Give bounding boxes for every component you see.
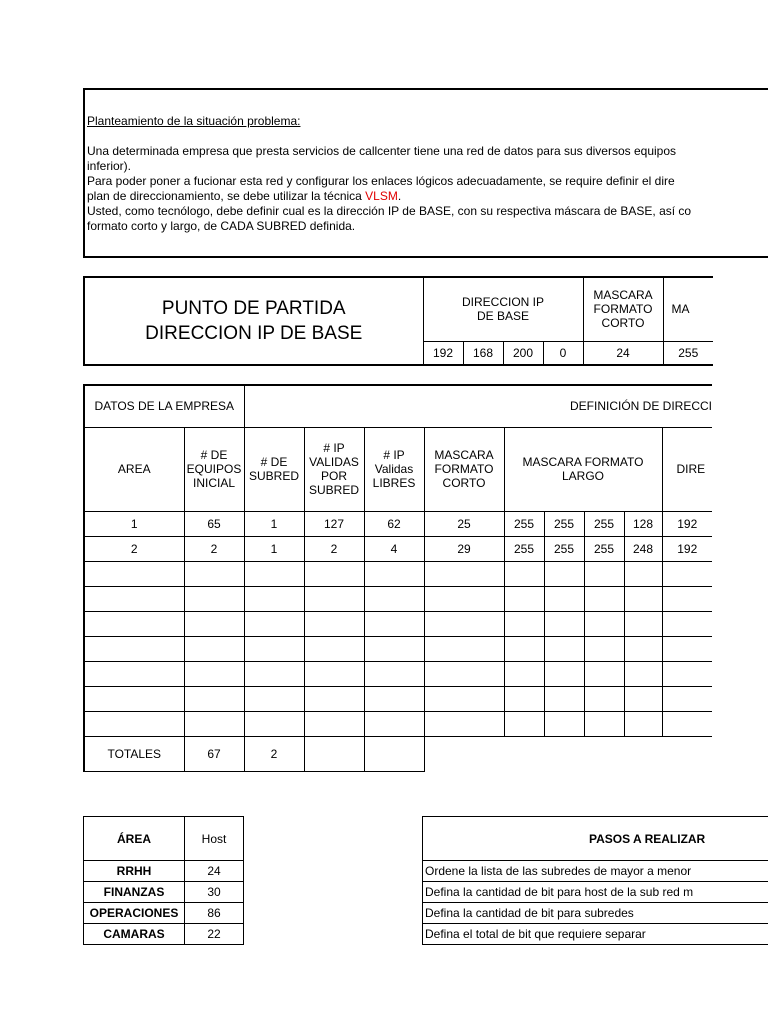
header-line: LIBRES (372, 476, 416, 490)
table-cell: 62 (364, 511, 424, 536)
header-line: DE BASE (476, 309, 530, 324)
table-cell (662, 561, 712, 586)
vlsm-highlight: VLSM (365, 189, 398, 203)
header-line: # DE (200, 448, 228, 462)
header-line: # IP (323, 441, 345, 455)
table-cell: 4 (364, 536, 424, 561)
col-subred (244, 427, 304, 511)
table-cell (662, 586, 712, 611)
table-cell (184, 686, 244, 711)
table-cell (184, 661, 244, 686)
table-cell (424, 611, 504, 636)
empty-cell (424, 736, 504, 771)
table-cell: 127 (304, 511, 364, 536)
pasos-header: PASOS A REALIZAR (423, 817, 768, 861)
table-cell (624, 661, 662, 686)
table-cell (544, 661, 584, 686)
table-cell (424, 561, 504, 586)
area-host: 86 (185, 903, 244, 924)
datos-empresa-header: DATOS DE LA EMPRESA (84, 385, 244, 427)
table-cell (424, 586, 504, 611)
table-row (84, 586, 712, 611)
empty-cell (584, 736, 624, 771)
table-cell: 255 (584, 511, 624, 536)
table-cell (424, 711, 504, 736)
problem-title: Planteamiento de la situación problema: (87, 114, 301, 128)
table-cell (504, 686, 544, 711)
list-item (423, 861, 768, 882)
header-line: LARGO (561, 469, 604, 483)
table-cell (624, 561, 662, 586)
table-row (84, 882, 244, 903)
table-row (84, 636, 712, 661)
area-name: OPERACIONES (84, 903, 185, 924)
table-cell (624, 711, 662, 736)
table-cell: 29 (424, 536, 504, 561)
mask-long-header: MA (663, 277, 713, 341)
header-line: SUBRED (308, 483, 359, 497)
table-row (84, 861, 244, 882)
table-cell: 192 (662, 536, 712, 561)
area-host: 30 (185, 882, 244, 903)
problem-line (87, 189, 768, 204)
area-name: FINANZAS (84, 882, 185, 903)
table-cell (184, 611, 244, 636)
col-ip-validas (304, 427, 364, 511)
table-cell (364, 611, 424, 636)
table-cell (304, 636, 364, 661)
table-cell (184, 561, 244, 586)
table-cell (504, 661, 544, 686)
subnet-table (83, 384, 712, 772)
table-row (84, 536, 712, 561)
areas-header-area: ÁREA (84, 817, 185, 861)
table-row (84, 686, 712, 711)
pasos-table (422, 816, 768, 945)
ip-octet: 0 (543, 341, 583, 365)
header-line: DIRECCION IP (461, 295, 544, 310)
table-cell: 248 (624, 536, 662, 561)
table-row (84, 711, 712, 736)
table-cell (84, 661, 184, 686)
table-cell (84, 611, 184, 636)
total-cell (304, 736, 364, 771)
col-mask-largo (504, 427, 662, 511)
header-line: FORMATO (593, 302, 653, 317)
table-cell (584, 711, 624, 736)
table-cell (504, 636, 544, 661)
area-host: 24 (185, 861, 244, 882)
table-cell (584, 661, 624, 686)
table-cell (662, 661, 712, 686)
header-line: CORTO (601, 316, 645, 331)
table-cell (304, 561, 364, 586)
table-cell (504, 561, 544, 586)
header-line: Validas (374, 462, 414, 476)
col-area: AREA (84, 427, 184, 511)
header-line: POR (320, 469, 347, 483)
col-direccion: DIRE (662, 427, 712, 511)
total-subred: 2 (244, 736, 304, 771)
table-cell (84, 636, 184, 661)
table-cell: 255 (504, 511, 544, 536)
table-cell (304, 661, 364, 686)
table-row (84, 561, 712, 586)
table-cell (364, 686, 424, 711)
area-name: RRHH (84, 861, 185, 882)
table-cell (184, 711, 244, 736)
table-cell: 1 (84, 511, 184, 536)
ip-octet: 168 (463, 341, 503, 365)
total-cell (364, 736, 424, 771)
table-cell (504, 711, 544, 736)
table-cell (584, 586, 624, 611)
table-cell (662, 611, 712, 636)
area-host: 22 (185, 924, 244, 945)
table-cell (364, 561, 424, 586)
header-line: # DE (260, 455, 288, 469)
problem-text: . (397, 189, 402, 203)
table-cell (544, 686, 584, 711)
table-cell: 1 (244, 536, 304, 561)
table-cell (544, 611, 584, 636)
table-cell (544, 711, 584, 736)
ip-base-header (423, 277, 583, 341)
paso-text: Defina la cantidad de bit para subredes (423, 903, 768, 924)
table-row (84, 511, 712, 536)
header-line: MASCARA (593, 288, 653, 303)
table-cell: 255 (544, 536, 584, 561)
list-item (423, 903, 768, 924)
table-row (84, 611, 712, 636)
table-cell (364, 661, 424, 686)
problem-text: plan de direccionamiento, se debe utilizar la técnica (87, 189, 366, 203)
problem-statement (83, 88, 768, 258)
header-line: INICIAL (192, 476, 235, 490)
header-line: SUBRED (248, 469, 299, 483)
table-cell (584, 636, 624, 661)
table-cell (304, 711, 364, 736)
paso-text: Defina la cantidad de bit para host de la sub red m (423, 882, 768, 903)
list-item (423, 924, 768, 945)
table-cell (244, 586, 304, 611)
ip-octet: 192 (423, 341, 463, 365)
table-cell (84, 711, 184, 736)
table-cell (504, 611, 544, 636)
table-cell: 2 (304, 536, 364, 561)
table-cell (244, 711, 304, 736)
table-cell (184, 636, 244, 661)
header-line: EQUIPOS (186, 462, 242, 476)
col-ip-libres (364, 427, 424, 511)
table-cell (244, 611, 304, 636)
table-cell (424, 661, 504, 686)
table-cell (624, 636, 662, 661)
table-row (84, 903, 244, 924)
table-cell (544, 561, 584, 586)
table-row (84, 924, 244, 945)
problem-line: formato corto y largo, de CADA SUBRED definida. (87, 219, 356, 233)
mask-long-value: 255 (663, 341, 713, 365)
table-cell: 128 (624, 511, 662, 536)
punto-title-line: PUNTO DE PARTIDA (161, 298, 346, 319)
table-cell (662, 636, 712, 661)
table-cell: 1 (244, 511, 304, 536)
table-cell: 2 (184, 536, 244, 561)
table-cell (84, 561, 184, 586)
header-line: MASCARA FORMATO (522, 455, 644, 469)
areas-table (83, 816, 244, 945)
table-cell (304, 686, 364, 711)
table-cell: 255 (504, 536, 544, 561)
punto-title (84, 277, 423, 365)
table-cell (304, 586, 364, 611)
header-line: # IP (383, 448, 405, 462)
table-cell (624, 611, 662, 636)
definicion-header: DEFINICIÓN DE DIRECCI (244, 385, 712, 427)
empty-cell (504, 736, 544, 771)
table-cell (304, 611, 364, 636)
table-cell (624, 586, 662, 611)
table-cell (244, 686, 304, 711)
table-cell (424, 636, 504, 661)
col-mask-corto (424, 427, 504, 511)
table-cell (244, 636, 304, 661)
table-cell (364, 711, 424, 736)
table-cell (504, 586, 544, 611)
problem-line: inferior). (87, 159, 132, 173)
totales-label: TOTALES (84, 736, 184, 771)
header-line: CORTO (442, 476, 486, 490)
col-equipos (184, 427, 244, 511)
total-equipos: 67 (184, 736, 244, 771)
table-cell (364, 586, 424, 611)
table-cell (244, 661, 304, 686)
table-cell (584, 561, 624, 586)
area-name: CAMARAS (84, 924, 185, 945)
table-cell (244, 561, 304, 586)
ip-octet: 200 (503, 341, 543, 365)
header-line: MASCARA (434, 448, 494, 462)
header-line: FORMATO (434, 462, 494, 476)
table-cell (544, 636, 584, 661)
mask-short-value: 24 (583, 341, 663, 365)
list-item (423, 882, 768, 903)
table-cell: 255 (544, 511, 584, 536)
table-row (84, 661, 712, 686)
punto-de-partida-table (83, 276, 713, 366)
problem-line: Una determinada empresa que presta servicios de callcenter tiene una red de datos para sus diversos equipos (87, 144, 677, 158)
table-cell (364, 636, 424, 661)
table-cell (184, 586, 244, 611)
header-line: VALIDAS (309, 455, 359, 469)
table-cell (662, 711, 712, 736)
empty-cell (544, 736, 584, 771)
table-cell (84, 586, 184, 611)
paso-text: Ordene la lista de las subredes de mayor a menor (423, 861, 768, 882)
table-cell (584, 611, 624, 636)
table-cell: 192 (662, 511, 712, 536)
empty-cell (662, 736, 712, 771)
table-cell (544, 586, 584, 611)
table-cell (84, 686, 184, 711)
table-cell: 255 (584, 536, 624, 561)
mask-short-header (583, 277, 663, 341)
empty-cell (624, 736, 662, 771)
table-cell (424, 686, 504, 711)
table-cell: 65 (184, 511, 244, 536)
areas-header-host: Host (185, 817, 244, 861)
table-cell (662, 686, 712, 711)
paso-text: Defina el total de bit que requiere separar (423, 924, 768, 945)
table-cell: 25 (424, 511, 504, 536)
punto-title-line: DIRECCION IP DE BASE (145, 323, 363, 344)
table-cell: 2 (84, 536, 184, 561)
table-cell (584, 686, 624, 711)
problem-line: Para poder poner a fucionar esta red y configurar los enlaces lógicos adecuadamente, se require definir el dire (87, 174, 675, 188)
problem-line: Usted, como tecnólogo, debe definir cual es la dirección IP de BASE, con su respectiva máscara de BASE, así co (87, 204, 692, 218)
table-cell (624, 686, 662, 711)
